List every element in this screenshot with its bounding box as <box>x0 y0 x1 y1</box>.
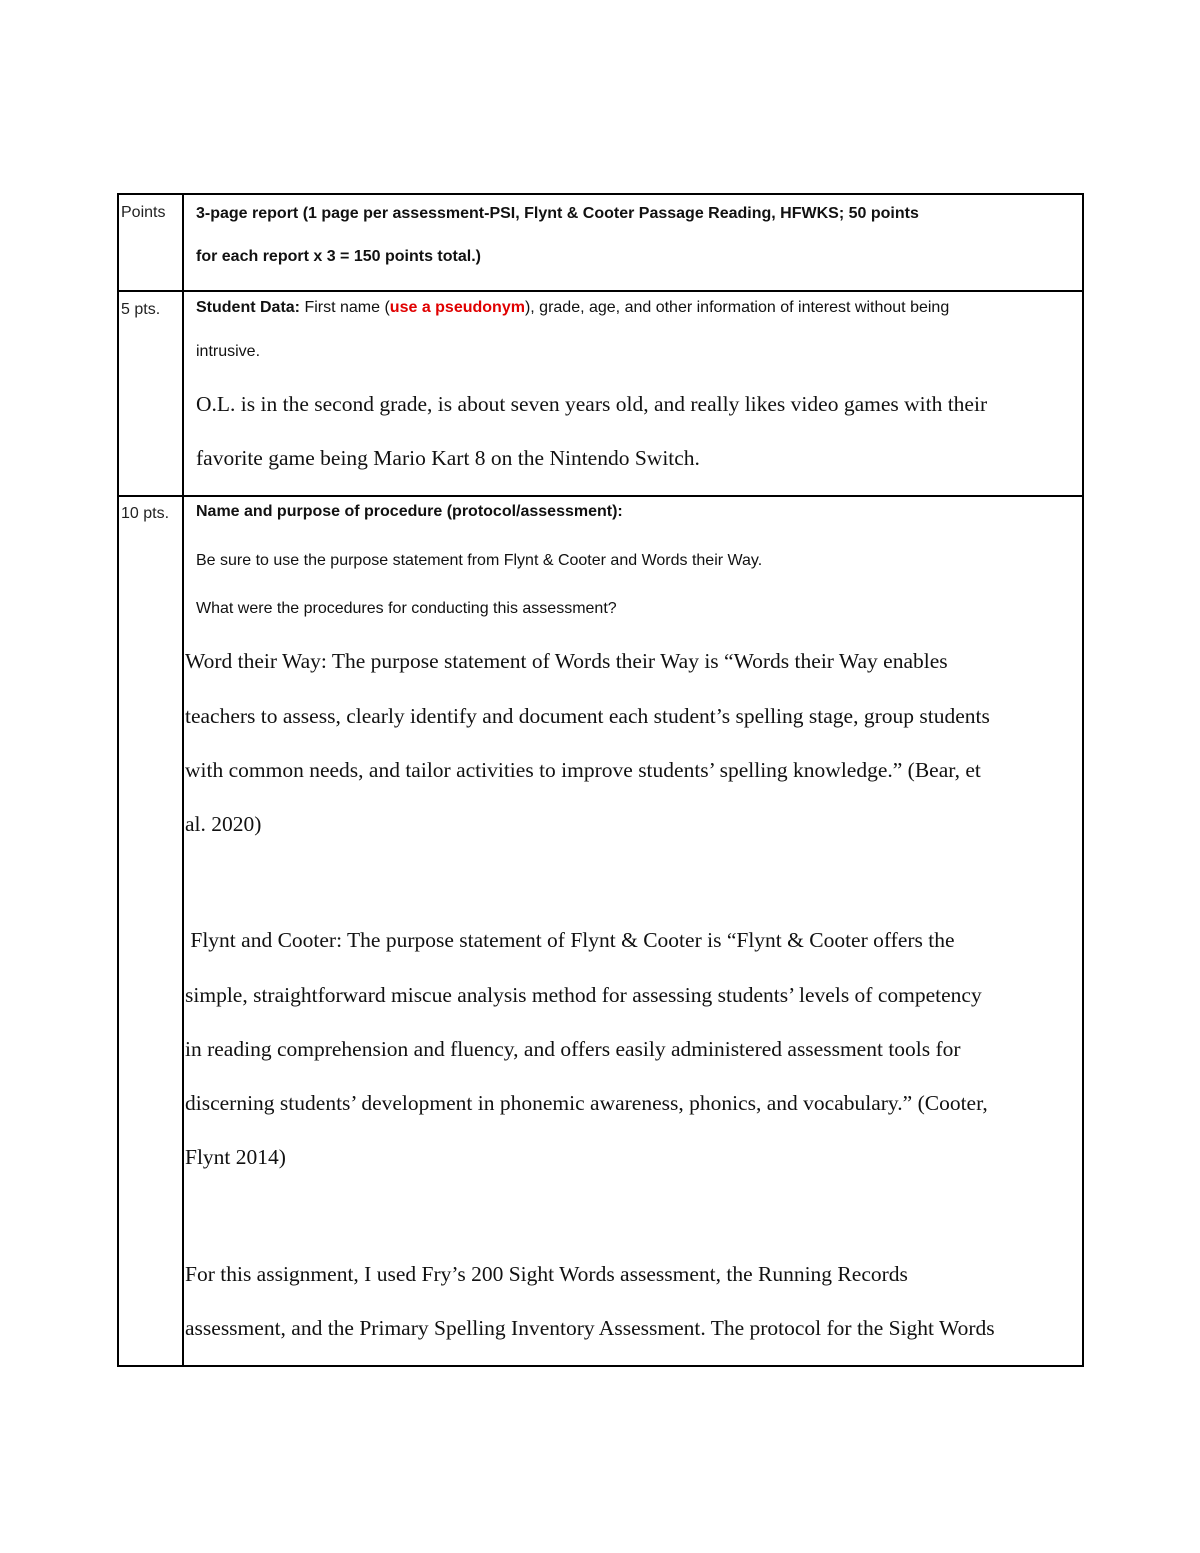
table-row-procedure <box>118 496 1083 1366</box>
student-answer-line-2: favorite game being Mario Kart 8 on the Nintendo Switch. <box>196 446 700 470</box>
wtw-paragraph-line: with common needs, and tailor activities to improve students’ spelling knowledge.” (Bear, et <box>185 758 981 782</box>
wtw-paragraph-line: al. 2020) <box>185 812 262 836</box>
student-answer-line-1: O.L. is in the second grade, is about seven years old, and really likes video games with their <box>196 392 988 416</box>
student-data-instruction <box>196 299 949 317</box>
pseudonym-highlight: use a pseudonym <box>389 299 525 316</box>
procedure-instruction-1: Be sure to use the purpose statement from Flynt & Cooter and Words their Way. <box>196 552 763 569</box>
student-data-points-cell <box>118 291 183 496</box>
procedure-points-cell <box>118 496 183 1366</box>
assignment-paragraph-line: For this assignment, I used Fry’s 200 Sight Words assessment, the Running Records <box>185 1262 908 1286</box>
wtw-paragraph-line: teachers to assess, clearly identify and document each student’s spelling stage, group students <box>185 704 990 728</box>
fc-paragraph-line: in reading comprehension and fluency, and offers easily administered assessment tools for <box>185 1037 961 1061</box>
student-data-instruction-line-2: intrusive. <box>196 343 261 360</box>
fc-paragraph-line: Flynt and Cooter: The purpose statement of Flynt & Cooter is “Flynt & Cooter offers the <box>185 928 955 952</box>
wtw-paragraph-line: Word their Way: The purpose statement of Words their Way is “Words their Way enables <box>185 649 948 673</box>
student-data-label: Student Data: <box>196 299 300 316</box>
table-row-header <box>118 194 1083 291</box>
student-data-text-after: ), grade, age, and other information of interest without being <box>524 299 950 316</box>
report-title-cell <box>183 194 1083 291</box>
procedure-points: 10 pts. <box>121 505 170 522</box>
student-data-text-before: First name ( <box>300 299 390 316</box>
student-data-cell <box>183 291 1083 496</box>
student-data-points: 5 pts. <box>121 301 161 318</box>
procedure-cell <box>183 496 1083 1366</box>
procedure-instruction-2: What were the procedures for conducting this assessment? <box>196 600 617 617</box>
fc-paragraph-line: discerning students’ development in phonemic awareness, phonics, and vocabulary.” (Cooter, <box>185 1091 988 1115</box>
assignment-paragraph-line: assessment, and the Primary Spelling Inventory Assessment. The protocol for the Sight Words <box>185 1316 995 1340</box>
rubric-table <box>117 193 1084 1367</box>
report-title-line-2: for each report x 3 = 150 points total.) <box>196 248 481 265</box>
fc-paragraph-line: Flynt 2014) <box>185 1145 286 1169</box>
procedure-heading: Name and purpose of procedure (protocol/assessment): <box>196 503 623 520</box>
report-title-line-1: 3-page report (1 page per assessment-PSI, Flynt & Cooter Passage Reading, HFWKS; 50 points <box>196 205 919 222</box>
table-row-student-data <box>118 291 1083 496</box>
points-header-cell <box>118 194 183 291</box>
fc-paragraph-line: simple, straightforward miscue analysis method for assessing students’ levels of competency <box>185 983 982 1007</box>
points-header-label: Points <box>121 204 166 221</box>
